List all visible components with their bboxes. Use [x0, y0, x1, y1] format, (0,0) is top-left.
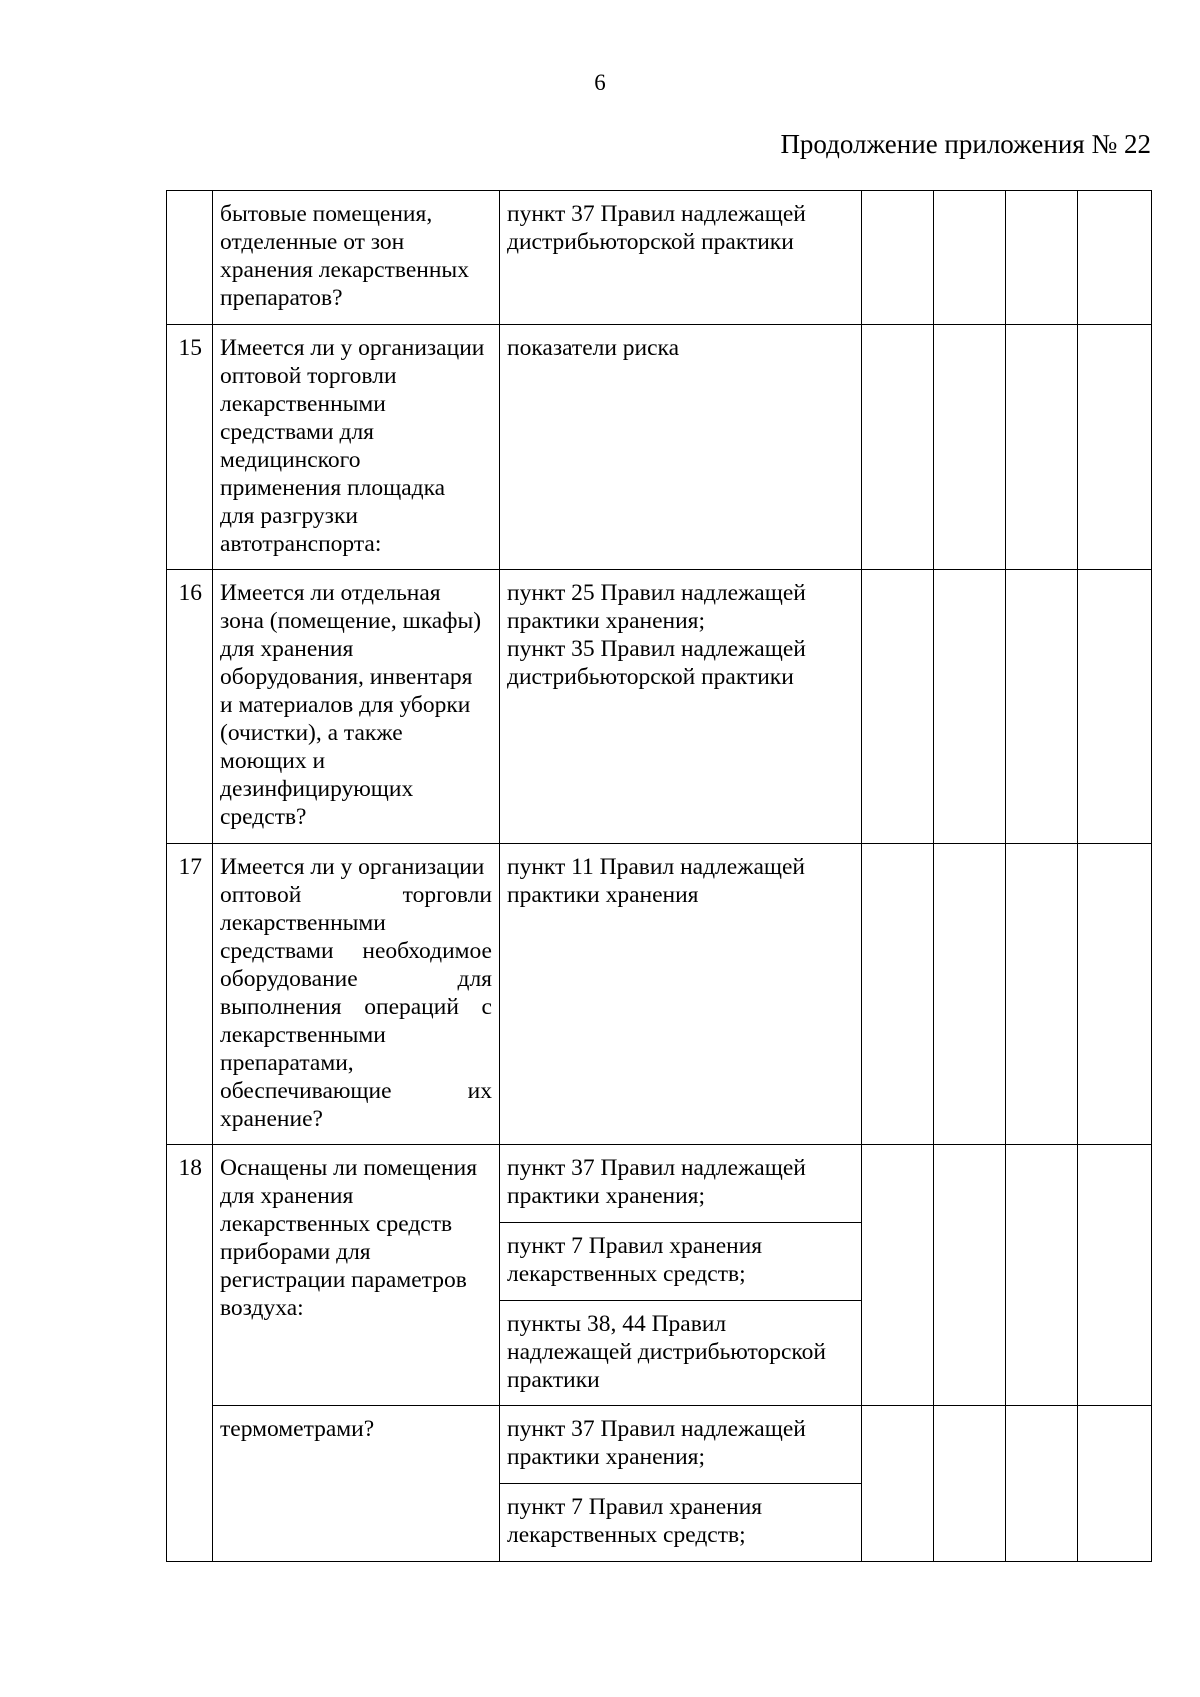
answer-cell	[862, 844, 934, 1145]
reference-line: пункты 38, 44 Правил	[507, 1311, 727, 1337]
row-number: 16	[167, 570, 213, 844]
reference-line: практики	[507, 1367, 600, 1393]
question-line: лекарственными	[220, 910, 386, 936]
question-line: моющих и	[220, 748, 326, 774]
reference-line: лекарственных средств;	[507, 1261, 746, 1287]
answer-cell	[934, 844, 1006, 1145]
question-cell	[213, 844, 500, 1145]
answer-cell	[934, 570, 1006, 844]
answer-cell	[862, 325, 934, 570]
question-line: оборудования, инвентаря	[220, 664, 473, 690]
reference-line: пункт 7 Правил хранения	[507, 1233, 763, 1259]
row-number: 17	[167, 844, 213, 1145]
answer-cell	[862, 191, 934, 325]
question-line: автотранспорта:	[220, 531, 382, 557]
reference-line: пункт 37 Правил надлежащей	[507, 201, 806, 227]
question-line: приборами для	[220, 1239, 371, 1265]
answer-cell	[1006, 1406, 1078, 1562]
reference-cell	[500, 1145, 862, 1406]
question-line: и материалов для уборки	[220, 692, 471, 718]
table-row	[167, 1406, 1152, 1562]
answer-cell	[1006, 325, 1078, 570]
question-line: выполнения операций с	[220, 994, 492, 1020]
answer-cell	[1006, 570, 1078, 844]
reference-subcell	[500, 1484, 861, 1557]
reference-line: практики хранения;	[507, 608, 706, 634]
reference-line: пункт 7 Правил хранения	[507, 1494, 763, 1520]
answer-cell	[1078, 191, 1152, 325]
reference-line: пункт 37 Правил надлежащей	[507, 1155, 806, 1181]
question-line: препаратами,	[220, 1050, 354, 1076]
question-line: термометрами?	[220, 1416, 375, 1442]
question-line: оптовой торговли	[220, 363, 397, 389]
reference-line: пункт 37 Правил надлежащей	[507, 1416, 806, 1442]
question-line: лекарственными	[220, 1022, 386, 1048]
answer-cell	[1006, 191, 1078, 325]
reference-line: практики хранения	[507, 882, 699, 908]
reference-cell	[500, 570, 862, 844]
table-row	[167, 191, 1152, 325]
question-line: для хранения	[220, 636, 354, 662]
question-line: обеспечивающие их	[220, 1078, 492, 1104]
question-line: Имеется ли у организации	[220, 854, 485, 880]
reference-line: дистрибьюторской практики	[507, 664, 794, 690]
reference-line: надлежащей дистрибьюторской	[507, 1339, 826, 1365]
question-line: средств?	[220, 804, 307, 830]
row-number: 18	[167, 1145, 213, 1562]
question-line: лекарственными	[220, 391, 386, 417]
table-row	[167, 570, 1152, 844]
table-row	[167, 1145, 1152, 1406]
question-line: Имеется ли у организации	[220, 335, 485, 361]
reference-line: показатели риска	[507, 335, 680, 361]
reference-line: практики хранения;	[507, 1183, 706, 1209]
answer-cell	[934, 1406, 1006, 1562]
reference-line: пункт 11 Правил надлежащей	[507, 854, 805, 880]
question-cell	[213, 1145, 500, 1406]
reference-line: лекарственных средств;	[507, 1522, 746, 1548]
question-line: отделенные от зон	[220, 229, 405, 255]
question-line: для хранения	[220, 1183, 354, 1209]
answer-cell	[934, 325, 1006, 570]
answer-cell	[1078, 570, 1152, 844]
table-row	[167, 844, 1152, 1145]
answer-cell	[934, 191, 1006, 325]
question-line: хранения лекарственных	[220, 257, 469, 283]
question-cell	[213, 325, 500, 570]
question-line: воздуха:	[220, 1295, 304, 1321]
row-number	[167, 191, 213, 325]
answer-cell	[1006, 844, 1078, 1145]
reference-line: практики хранения;	[507, 1444, 706, 1470]
page-number: 6	[594, 70, 606, 95]
reference-line: пункт 25 Правил надлежащей	[507, 580, 806, 606]
answer-cell	[1006, 1145, 1078, 1406]
reference-subcell	[500, 1223, 861, 1301]
question-line: медицинского	[220, 447, 361, 473]
reference-cell	[500, 191, 862, 325]
reference-subcell	[500, 1301, 861, 1402]
question-line: бытовые помещения,	[220, 201, 433, 227]
reference-subcell	[500, 1406, 861, 1484]
reference-cell	[500, 1406, 862, 1562]
question-line: препаратов?	[220, 285, 343, 311]
answer-cell	[1078, 844, 1152, 1145]
question-line: оборудование для	[220, 966, 492, 992]
question-cell	[213, 191, 500, 325]
table-row	[167, 325, 1152, 570]
question-cell	[213, 570, 500, 844]
reference-cell	[500, 325, 862, 570]
answer-cell	[1078, 325, 1152, 570]
question-line: средствами для	[220, 419, 374, 445]
question-line: применения площадка	[220, 475, 446, 501]
question-line: регистрации параметров	[220, 1267, 467, 1293]
question-line: лекарственных средств	[220, 1211, 453, 1237]
answer-cell	[934, 1145, 1006, 1406]
question-line: зона (помещение, шкафы)	[220, 608, 482, 634]
answer-cell	[862, 1406, 934, 1562]
row-number: 15	[167, 325, 213, 570]
question-line: для разгрузки	[220, 503, 358, 529]
question-line: Имеется ли отдельная	[220, 580, 441, 606]
answer-cell	[1078, 1145, 1152, 1406]
question-cell	[213, 1406, 500, 1562]
question-line: оптовой торговли	[220, 882, 492, 908]
reference-cell	[500, 844, 862, 1145]
question-line: средствами необходимое	[220, 938, 492, 964]
answer-cell	[862, 570, 934, 844]
reference-subcell	[500, 1145, 861, 1223]
question-line: дезинфицирующих	[220, 776, 414, 802]
question-line: (очистки), а также	[220, 720, 403, 746]
checklist-table	[166, 190, 1152, 1562]
answer-cell	[1078, 1406, 1152, 1562]
reference-line: пункт 35 Правил надлежащей	[507, 636, 806, 662]
answer-cell	[862, 1145, 934, 1406]
question-line: хранение?	[220, 1106, 323, 1132]
reference-line: дистрибьюторской практики	[507, 229, 794, 255]
appendix-continuation-header: Продолжение приложения № 22	[780, 129, 1151, 159]
question-line: Оснащены ли помещения	[220, 1155, 478, 1181]
